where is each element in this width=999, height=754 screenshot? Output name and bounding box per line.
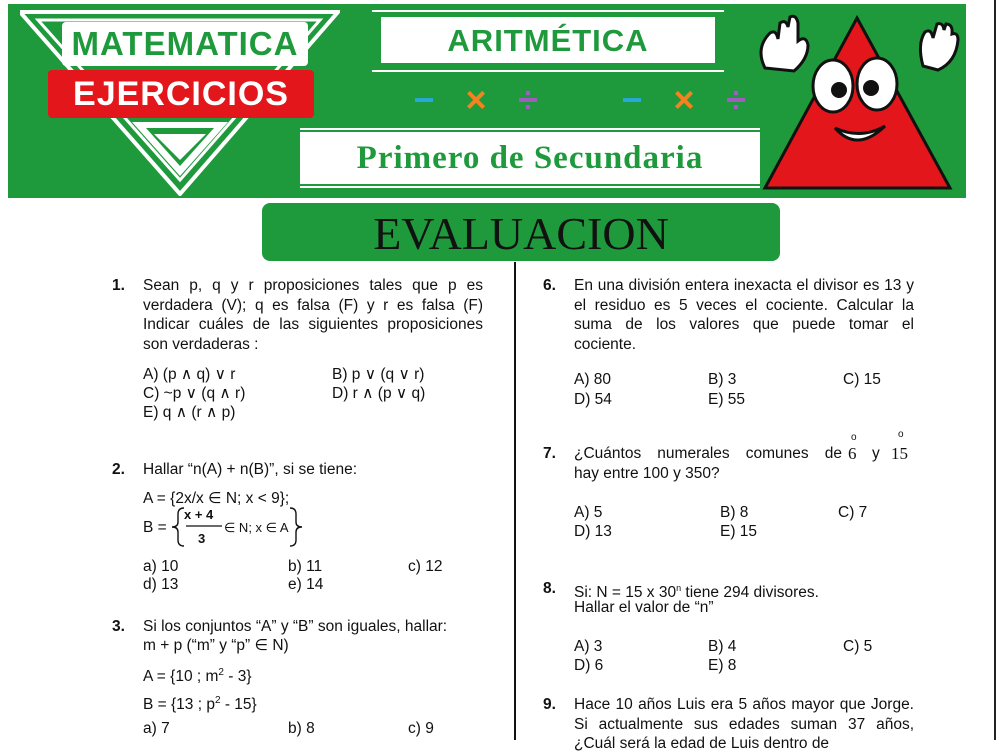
question-1-option-b: B) p ∨ (q ∨ r) — [332, 366, 425, 383]
page-edge — [994, 0, 996, 740]
question-3-option-b: b) 8 — [288, 720, 315, 737]
set-a-end: - 3} — [223, 668, 252, 686]
minus-icon: − — [621, 79, 643, 120]
question-1-text: Sean p, q y r proposiciones tales que p es verdadera (V); q es falsa (F) y r es falsa (F) Indicar cuáles de las siguientes proposiciones son verdaderas : — [143, 277, 483, 353]
question-2-set-a: A = {2x/x ∈ N; x < 9}; — [143, 490, 290, 507]
set-b-exponent: 2 — [214, 695, 221, 706]
divide-icon: ÷ — [518, 79, 538, 120]
set-a-exponent: 2 — [218, 667, 224, 678]
set-b-condition: ∈ N; x ∈ A — [224, 520, 289, 535]
question-8-text-end: tiene 294 divisores. — [681, 584, 819, 602]
level-title: Primero de Secundaria — [356, 140, 704, 176]
set-b-numerator: x + 4 — [184, 507, 214, 522]
question-1-option-c: C) ~p ∨ (q ∧ r) — [143, 385, 246, 402]
divider-line — [300, 186, 760, 188]
multiple-marker-2: o — [898, 429, 904, 440]
evaluation-title-box — [262, 203, 780, 261]
question-1-option-e: E) q ∧ (r ∧ p) — [143, 404, 236, 421]
question-7-option-e: E) 15 — [720, 523, 758, 540]
question-3-text: Si los conjuntos “A” y “B” son iguales, hallar: — [143, 618, 448, 635]
question-6-option-b: B) 3 — [708, 371, 737, 388]
question-2-option-b: b) 11 — [288, 558, 323, 575]
divider-line — [300, 128, 760, 130]
divider-line — [372, 10, 724, 12]
plus-icon: + — [569, 79, 591, 120]
question-6-option-e: E) 55 — [708, 391, 746, 408]
divide-icon: ÷ — [726, 79, 746, 120]
brand-line2 — [48, 70, 314, 118]
question-7-number: 7. — [543, 445, 556, 462]
question-8-text-2: Hallar el valor de “n” — [574, 599, 714, 616]
question-8-number: 8. — [543, 580, 556, 597]
question-6-number: 6. — [543, 277, 556, 294]
question-7-option-c: C) 7 — [838, 504, 868, 521]
question-7-option-a: A) 5 — [574, 504, 603, 521]
question-9-number: 9. — [543, 696, 556, 713]
question-7-text: ¿Cuántos numerales comunes de — [574, 445, 842, 462]
subject-title: ARITMÉTICA — [447, 23, 649, 58]
question-8-option-d: D) 6 — [574, 657, 604, 674]
question-6-option-c: C) 15 — [843, 371, 881, 388]
question-1-number: 1. — [112, 277, 125, 294]
question-9-text: Hace 10 años Luis era 5 años mayor que Jorge. Si actualmente sus edades suman 37 años, ¿Cuál será la edad de Luis dentro de — [574, 696, 914, 752]
question-8-option-a: A) 3 — [574, 638, 603, 655]
question-8-option-c: C) 5 — [843, 638, 873, 655]
question-6-option-a: A) 80 — [574, 371, 612, 388]
question-1-option-a: A) (p ∧ q) ∨ r — [143, 366, 236, 383]
question-2-option-c: c) 12 — [408, 558, 443, 575]
question-8-exponent: n — [676, 583, 682, 593]
question-7-text-2: hay entre 100 y 350? — [574, 465, 720, 482]
question-7-multiple-2: 15 — [891, 444, 908, 463]
question-2-option-e: e) 14 — [288, 576, 324, 593]
brand-line1 — [62, 22, 308, 66]
plus-icon: + — [361, 79, 383, 120]
multiple-marker-1: o — [851, 432, 857, 443]
question-3-text-2: m + p (“m” y “p” ∈ N) — [143, 637, 289, 654]
question-3-set-a — [143, 663, 252, 687]
question-7-multiple-1: 6 — [848, 444, 857, 463]
operators-row — [346, 80, 766, 120]
question-3-set-b — [143, 691, 257, 715]
set-b-end: - 15} — [220, 696, 257, 714]
question-2-text: Hallar “n(A) + n(B)”, si se tiene: — [143, 461, 358, 478]
set-b-denominator: 3 — [198, 531, 206, 546]
question-8-text-start: Si: N = 15 x 30 — [574, 584, 677, 602]
question-3-number: 3. — [112, 618, 125, 635]
minus-icon: − — [413, 79, 435, 120]
question-2-set-b-label: B = — [143, 519, 167, 536]
question-7-option-d: D) 13 — [574, 523, 612, 540]
question-6-text: En una división entera inexacta el divisor es 13 y el residuo es 5 veces el cociente. Calcular la suma de los valores que puede tomar el cociente. — [574, 277, 914, 353]
times-icon: × — [673, 79, 695, 120]
question-7-and: y — [872, 445, 880, 462]
page-title: EVALUACION — [373, 208, 669, 259]
divider-line — [372, 70, 724, 72]
question-3-option-c: c) 9 — [408, 720, 434, 737]
brand-line2-text: EJERCICIOS — [73, 75, 289, 113]
triangle-mascot-icon — [745, 8, 960, 198]
question-8-option-e: E) 8 — [708, 657, 737, 674]
question-8-option-b: B) 4 — [708, 638, 737, 655]
question-3-option-a: a) 7 — [143, 720, 170, 737]
subject-box — [378, 14, 718, 66]
question-1-option-d: D) r ∧ (p ∨ q) — [332, 385, 426, 402]
times-icon: × — [465, 79, 487, 120]
question-2-number: 2. — [112, 461, 125, 478]
set-a-start: A = {10 ; m — [143, 668, 219, 686]
level-box — [300, 132, 760, 184]
question-2-option-d: d) 13 — [143, 576, 179, 593]
question-6-option-d: D) 54 — [574, 391, 612, 408]
set-b-start: B = {13 ; p — [143, 696, 215, 714]
brand-line1-text: MATEMATICA — [71, 25, 299, 62]
question-2-option-a: a) 10 — [143, 558, 179, 575]
question-7-option-b: B) 8 — [720, 504, 749, 521]
column-divider — [514, 262, 516, 740]
